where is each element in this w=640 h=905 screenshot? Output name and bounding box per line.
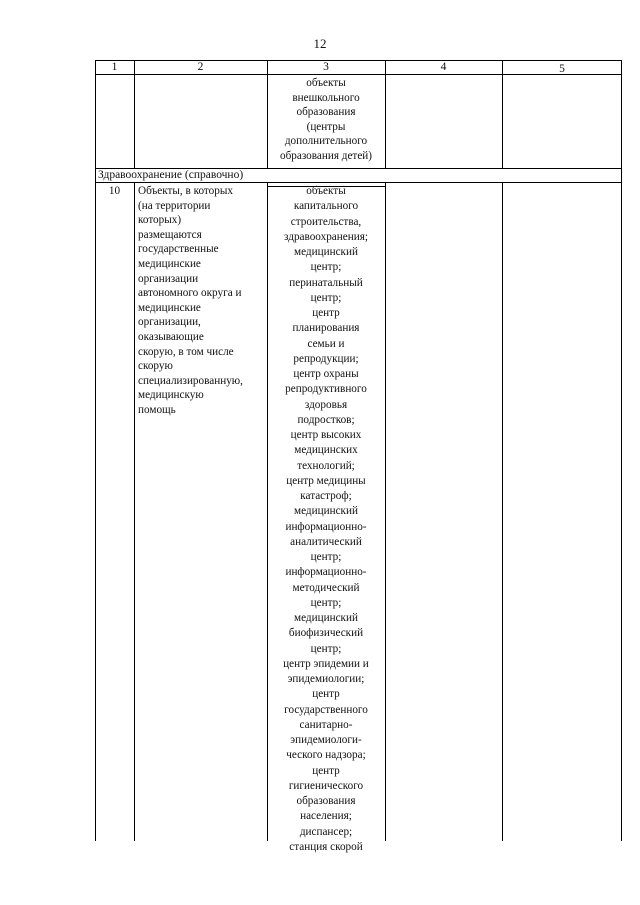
continued-row-col3: объекты внешкольного образования (центры дополнительного образования детей) [279,77,373,162]
column-header-3: 3 [323,61,329,73]
col-divider-1 [134,182,135,841]
column-header-4: 4 [440,61,447,73]
col-divider-1 [134,60,135,168]
column-header-5: 5 [559,63,565,75]
col-divider-3 [385,182,386,841]
col-divider-4 [502,60,503,168]
page-number: 12 [313,36,327,51]
document-table [95,60,622,853]
table-border-right [621,60,622,841]
table-border-left [95,60,96,841]
section-title: Здравоохранение (справочно) [98,169,244,181]
column-header-1: 1 [111,61,118,73]
row-object-type: Объекты, в которых (на территории которых) размещаются государственные медицинские организации автономного округа и медицинские организации, оказывающие скорую, в том числе скорую специализированную, медицинскую помощь [138,185,243,416]
row-number: 10 [108,185,121,197]
section-bottom-border [95,182,622,183]
row-object-list: объекты капитального строительства, здравоохранения; медицинский центр; перинатальный центр; центр планирования семьи и репродукции; центр охраны репродуктивного здоровья подростков; центр высоких медицинских технологий; центр медицины катастроф; медицинский информационно- аналитический центр; информационно- методический центр; медицинский биофизический центр; центр эпидемии и эпидемиологии; центр государственного санитарно- эпидемиологи- ческого надзора; центр гигиенического образования населения; диспансер; станция скорой [283,185,369,853]
col-divider-4 [502,182,503,841]
column-header-2: 2 [197,61,204,73]
col-divider-3 [385,60,386,168]
